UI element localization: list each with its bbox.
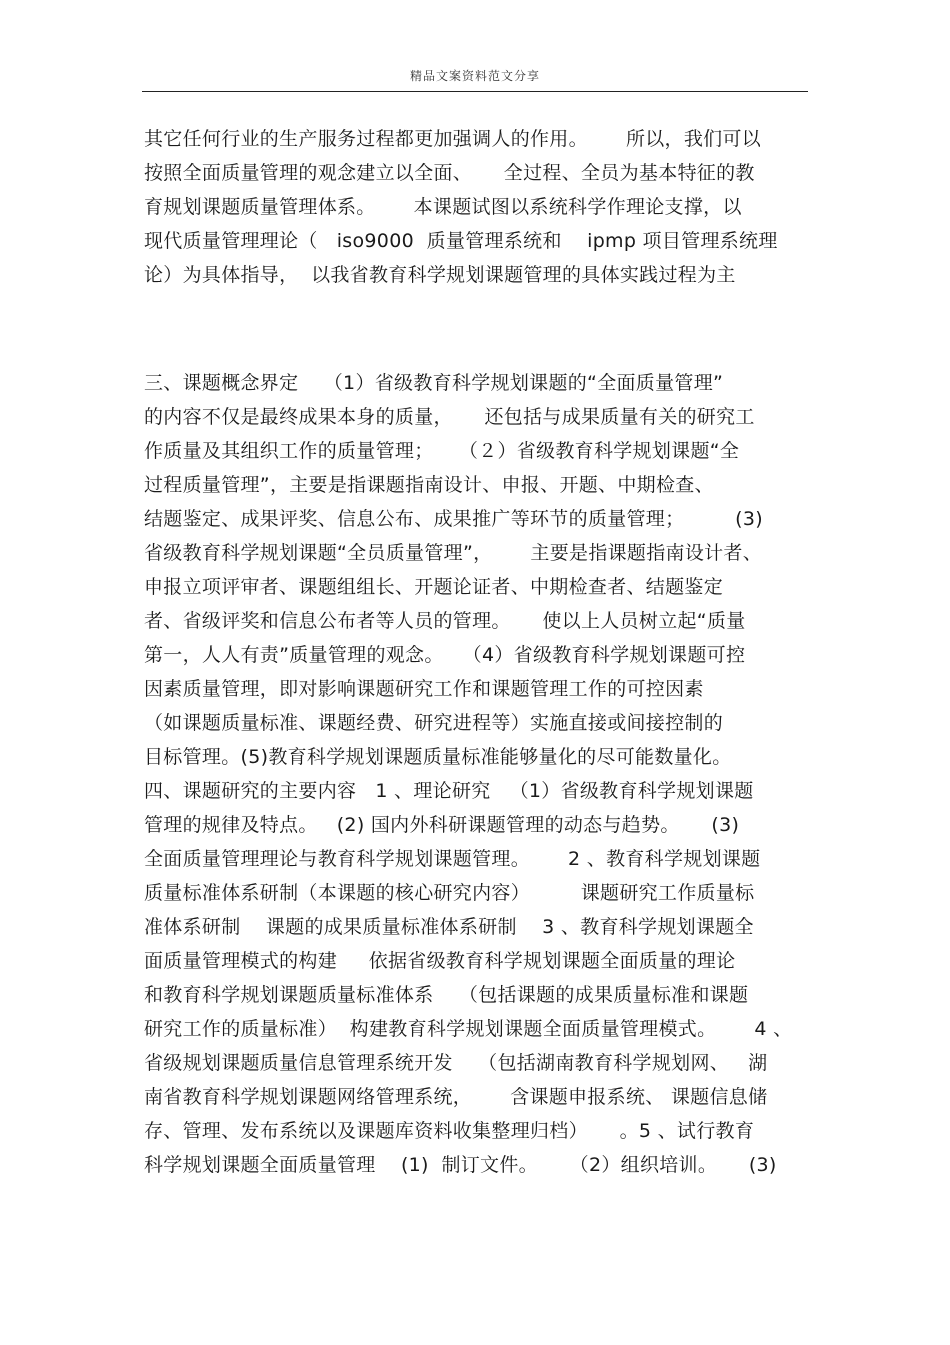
text-line: 南省教育科学规划课题网络管理系统， 含课题申报系统、 课题信息储 [144,1086,768,1108]
text-line: 质量标准体系研制（本课题的核心研究内容） 课题研究工作质量标 [144,882,755,904]
text-line: 管理的规律及特点。 (2) 国内外科研课题管理的动态与趋势。 (3) [144,814,740,836]
text-line: 结题鉴定、成果评奖、信息公布、成果推广等环节的质量管理； (3) [144,508,763,530]
text-line: 育规划课题质量管理体系。 本课题试图以系统科学作理论支撑，以 [144,196,742,218]
text-line: 科学规划课题全面质量管理 (1) 制订文件。 （2）组织培训。 (3) [144,1154,777,1176]
paragraph-sections-3-4 [144,366,824,1182]
text-line: 存、管理、发布系统以及课题库资料收集整理归档） 。5 、试行教育 [144,1120,755,1142]
text-line: 三、课题概念界定 （1）省级教育科学规划课题的“全面质量管理” [144,372,724,394]
text-line: 作质量及其组织工作的质量管理； （２）省级教育科学规划课题“全 [144,440,740,462]
paragraph-continuation [144,122,824,292]
text-line: 研究工作的质量标准） 构建教育科学规划课题全面质量管理模式。 4 、 [144,1018,793,1040]
text-line: 和教育科学规划课题质量标准体系 （包括课题的成果质量标准和课题 [144,984,749,1006]
text-line: 省级规划课题质量信息管理系统开发 （包括湖南教育科学规划网、 湖 [144,1052,768,1074]
text-line: 省级教育科学规划课题“全员质量管理”， 主要是指课题指南设计者、 [144,542,763,564]
header-divider [142,91,808,92]
text-line: 目标管理。(5)教育科学规划课题质量标准能够量化的尽可能数量化。 [144,746,732,768]
text-line: 按照全面质量管理的观念建立以全面、 全过程、全员为基本特征的教 [144,162,755,184]
text-line: 论）为具体指导， 以我省教育科学规划课题管理的具体实践过程为主 [144,264,736,286]
text-line: 四、课题研究的主要内容 1 、理论研究 （1）省级教育科学规划课题 [144,780,754,802]
text-line: 的内容不仅是最终成果本身的质量， 还包括与成果质量有关的研究工 [144,406,755,428]
page-header: 精品文案资料范文分享 [409,69,540,83]
text-line: 现代质量管理理论（ iso9000 质量管理系统和 ipmp 项目管理系统理 [144,230,778,252]
text-line: 过程质量管理”，主要是指课题指南设计、申报、开题、中期检查、 [144,474,714,496]
text-line: （如课题质量标准、课题经费、研究进程等）实施直接或间接控制的 [144,712,724,734]
text-line: 面质量管理模式的构建 依据省级教育科学规划课题全面质量的理论 [144,950,736,972]
text-line: 全面质量管理理论与教育科学规划课题管理。 2 、教育科学规划课题 [144,848,761,870]
text-line: 者、省级评奖和信息公布者等人员的管理。 使以上人员树立起“质量 [144,610,746,632]
text-line: 申报立项评审者、课题组组长、开题论证者、中期检查者、结题鉴定 [144,576,724,598]
text-line: 第一，人人有责”质量管理的观念。 （4）省级教育科学规划课题可控 [144,644,746,666]
text-line: 其它任何行业的生产服务过程都更加强调人的作用。 所以，我们可以 [144,128,762,150]
text-line: 因素质量管理，即对影响课题研究工作和课题管理工作的可控因素 [144,678,704,700]
text-line: 准体系研制 课题的成果质量标准体系研制 3 、教育科学规划课题全 [144,916,754,938]
